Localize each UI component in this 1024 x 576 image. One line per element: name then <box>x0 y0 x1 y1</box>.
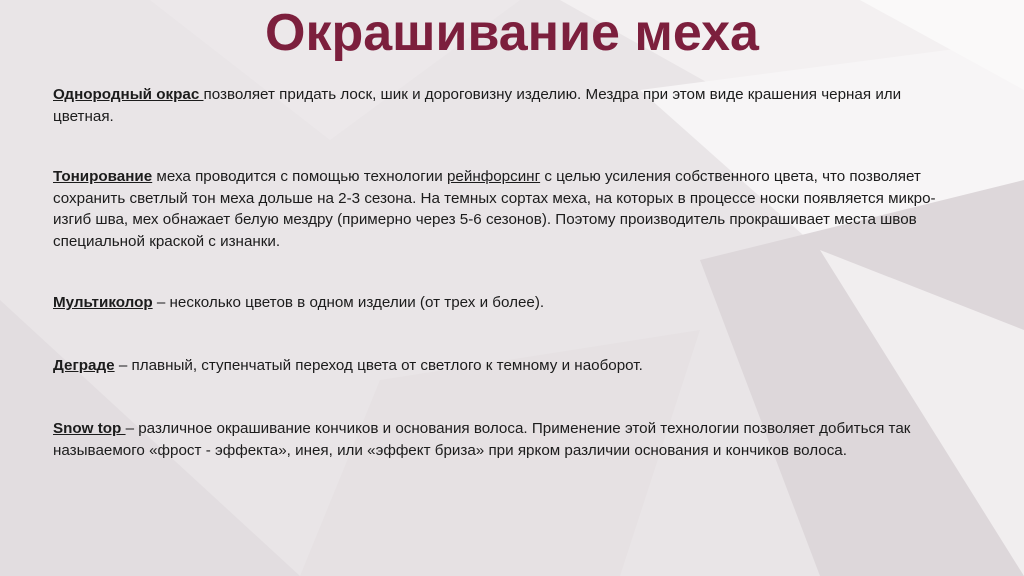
paragraph-multicolor <box>53 292 943 314</box>
paragraph-text: меха проводится с помощью технологии <box>152 168 447 185</box>
term-uniform-color: Однородный окрас <box>53 86 204 103</box>
paragraph-text: – плавный, ступенчатый переход цвета от светлого к темному и наоборот. <box>114 357 643 374</box>
paragraph-text: позволяет придать лоск, шик и дороговизну изделию. Мездра при этом виде крашения черная или цветная. <box>53 86 902 125</box>
paragraph-text: с целью усиления собственного цвета, что позволяет сохранить светлый тон меха дольше на 2-3 сезона. На темных сортах меха, на которых в процессе носки появляется микро-изгиб шва, мех обнажает белую мездру (примерно через 5-6 сезонов). Поэтому производитель прокрашивает места швов специальной краской с изнанки. <box>53 168 936 250</box>
paragraph-snow-top <box>53 418 943 461</box>
paragraph-uniform-color <box>53 84 943 127</box>
reinforcing-link[interactable]: рейнфорсинг <box>446 168 541 185</box>
term-multicolor: Мультиколор <box>53 294 153 311</box>
paragraph-toning <box>53 166 943 252</box>
term-snow-top: Snow top <box>53 420 126 437</box>
slide-title: Окрашивание меха <box>265 4 759 62</box>
paragraph-degrade <box>53 355 943 377</box>
paragraph-text: – несколько цветов в одном изделии (от трех и более). <box>152 294 545 311</box>
term-toning: Тонирование <box>53 168 153 185</box>
paragraph-text: – различное окрашивание кончиков и основания волоса. Применение этой технологии позволяет добиться так называемого «фрост - эффекта», инея, или «эффект бриза» при ярком различии основания и кончиков волоса. <box>53 420 911 459</box>
term-degrade: Деграде <box>53 357 115 374</box>
